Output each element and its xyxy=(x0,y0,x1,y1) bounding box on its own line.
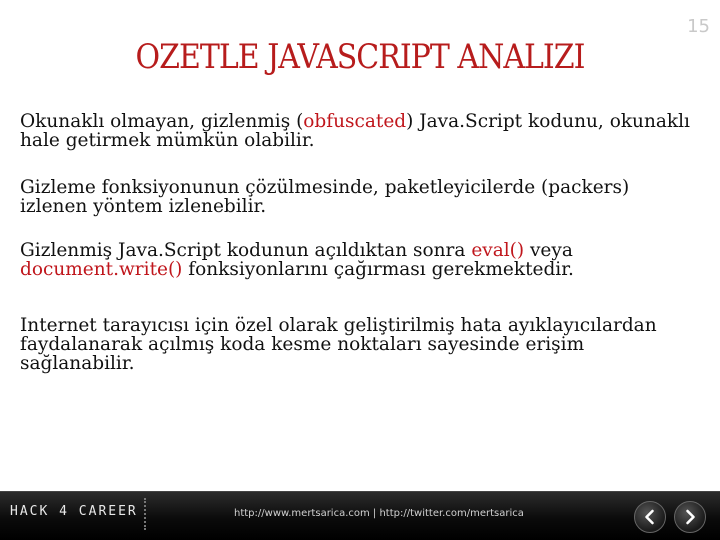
bullet-text: Okunaklı olmayan, gizlenmiş ( xyxy=(20,111,304,132)
bullet-text: veya xyxy=(524,240,573,261)
highlighted-term: document.write() xyxy=(20,259,183,280)
previous-slide-button[interactable] xyxy=(634,501,666,533)
bullet-text: Gizleme fonksiyonunun çözülmesinde, paketleyicilerde (packers) izlenen yöntem izlenebilir. xyxy=(20,177,630,217)
highlighted-term: eval() xyxy=(471,240,525,261)
footer-links[interactable]: http://www.mertsarica.com | http://twitter.com/mertsarica xyxy=(234,508,524,519)
bullet-item-4 xyxy=(20,316,700,373)
bullet-item-3 xyxy=(20,241,700,279)
footer-logo: HACK 4 CAREER xyxy=(10,504,138,519)
bullet-text: ) Java.Script kodunu, okunaklı hale getirmek mümkün olabilir. xyxy=(20,111,690,151)
bullet-item-1 xyxy=(20,112,700,150)
bullet-text: Internet tarayıcısı için özel olarak geliştirilmiş hata ayıklayıcılardan faydalanarak açılmış koda kesme noktaları sayesinde erişim sağlanabilir. xyxy=(20,315,657,374)
bullet-item-2 xyxy=(20,178,700,216)
footer-bar xyxy=(0,491,720,540)
next-slide-button[interactable] xyxy=(674,501,706,533)
chevron-right-icon xyxy=(682,509,698,525)
footer-divider xyxy=(144,498,149,530)
highlighted-term: obfuscated xyxy=(303,111,407,132)
page-number: 15 xyxy=(687,16,710,37)
slide-title: OZETLE JAVASCRIPT ANALIZI xyxy=(135,37,585,78)
bullet-text: fonksiyonlarını çağırması gerekmektedir. xyxy=(182,259,574,280)
bullet-text: Gizlenmiş Java.Script kodunun açıldıktan sonra xyxy=(20,240,472,261)
chevron-left-icon xyxy=(642,509,658,525)
